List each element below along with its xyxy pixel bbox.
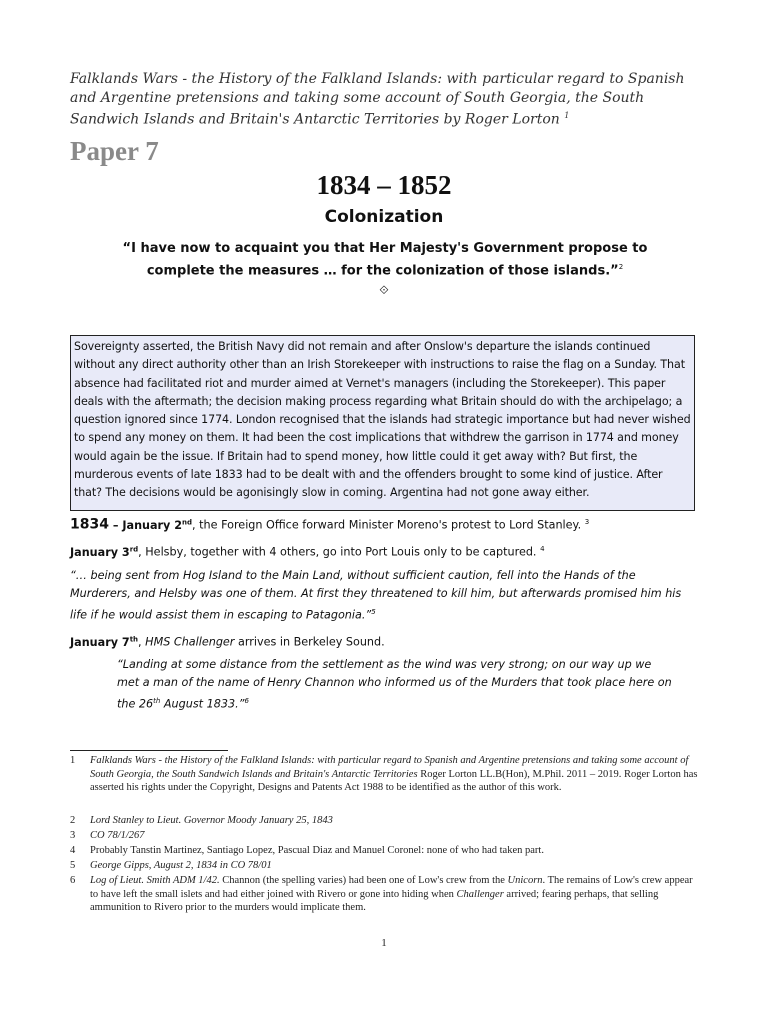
footnote-text [90,859,698,873]
footnote-text [90,814,698,828]
date-suffix: th [153,697,161,706]
summary-box: Sovereignty asserted, the British Navy did not remain and after Onslow's departure the islands continued without any direct authority other than an Irish Storekeeper with instructions to raise the flag on a Sunday. That absence had facilitated riot and murder aimed at Vernet's managers (including the Storekeeper). This paper deals with the aftermath; the decision making process regarding what Britain should do with the archipelago; a question ignored since 1774. London recognised that the islands had strategic importance but had never wished to spend any money on them. It had been the cost implications that withdrew the garrison in 1774 and money would again be the issue. If Britain had to spend money, how little could it get away with? But first, the murderous events of late 1833 had to be dealt with and the offenders brought to some kind of justice. After that? The decisions would be agonisingly slow in coming. Argentina had not gone away either. [70,335,695,511]
quote-end: August 1833.” [160,698,245,712]
footnote-separator [70,750,228,751]
entry-january-3 [70,540,695,562]
footnote-number: 1 [70,755,76,766]
footnote-body: arrived; fearing perhaps, that selling ammunition to Rivero prior to the murders would implicate them. [90,888,659,913]
footnote-body: Channon (the spelling varies) had been one of Low's crew from the [219,875,508,886]
entry-january-7: January 7th, HMS Challenger arrives in Berkeley Sound. [70,635,385,649]
ship-name: Challenger [456,888,504,900]
ship-name: HMS Challenger [145,635,235,649]
footnote-ref-3[interactable]: 3 [584,518,590,526]
footnote-text [90,874,698,915]
footnote-ref-6[interactable]: 6 [244,697,249,706]
header-footnote-ref[interactable]: 1 [564,111,570,120]
footnote-number: 4 [70,845,76,856]
footnote-text [90,829,698,843]
chapter-subtitle: Colonization [324,207,444,227]
footnote-text [90,754,698,795]
footnote-6 [70,874,698,915]
period-title: 1834 – 1852 [316,170,452,200]
epigraph-quote [100,239,670,280]
footnote-number: 2 [70,815,76,826]
footnote-3 [70,829,698,843]
running-header [70,70,710,129]
footnote-ref-5[interactable]: 5 [371,608,376,617]
entry-text: arrives in Berkeley Sound. [234,635,385,649]
page-number: 1 [381,937,387,949]
quote-text: “Landing at some distance from the settlement as the wind was very strong; on our way up we met a man of the name of Henry Channon who informed us of the Murders that took place here on the 26 [117,658,672,712]
footnote-source: Log of Lieut. Smith ADM 1/42. [90,875,220,886]
year-heading: 1834 [70,516,109,533]
quote-helsby [70,567,695,625]
footnote-ref-4[interactable]: 4 [540,545,545,553]
entry-text: , the Foreign Office forward Minister Moreno's protest to Lord Stanley. [192,518,582,532]
epigraph-footnote-ref[interactable]: 2 [618,263,624,271]
footnote-text: Probably Tanstin Martinez, Santiago Lopez, Pascual Diaz and Manuel Coronel: none of who had taken part. [90,845,544,856]
footnote-body: George Gipps, August 2, 1834 in CO 78/01 [90,860,272,871]
divider-ornament: ⟐ [379,283,389,297]
footnote-1 [70,754,698,795]
footnote-body: Lord Stanley to Lieut. Governor Moody January 25, 1843 [90,815,333,826]
entry-date-text: January 3 [70,545,130,559]
footnote-number: 3 [70,830,76,841]
date-suffix: th [129,635,139,643]
epigraph-text: “I have now to acquaint you that Her Majesty's Government propose to complete the measures … for the colonization of those islands.” [122,241,648,279]
quote-text: “… being sent from Hog Island to the Main Land, without sufficient caution, fell into the Hands of the Murderers, and Helsby was one of them. At first they threatened to kill him, but afterwards promised him his life if he would assist them in escaping to Patagonia.” [70,569,682,623]
header-text: Falklands Wars - the History of the Falkland Islands: with particular regard to Spanish and Argentine pretensions and taking some account of South Georgia, the South Sandwich Islands and Britain's Antarctic Territories by Roger Lorton [70,71,685,128]
quote-landing [117,656,677,714]
entry-text: , Helsby, together with 4 others, go into Port Louis only to be captured. [138,545,537,559]
footnote-body: Roger Lorton LL.B(Hon), M.Phil. 2011 – 2019. Roger Lorton has asserted his rights under the Copyright, Designs and Patents Act 1988 to be identified as the author of this work. [90,768,698,793]
entry-date-text: January 7 [70,635,130,649]
footnote-body: CO 78/1/267 [90,830,145,841]
footnote-title: Falklands Wars - the History of the Falkland Islands: with particular regard to Spanish and Argentine pretensions and taking some account of South Georgia, the South Sandwich Islands and Britain's Antarctic Territories [90,755,689,780]
entry-date [109,519,192,532]
entry-date-text: – January 2 [108,518,183,532]
paper-label: Paper 7 [70,136,159,166]
ship-name: Unicorn [507,875,543,886]
footnote-body: . The remains of Low's crew appear to have left the small islets and had either joined with Rivero or gone into hiding when [90,875,693,900]
entry-1834-january-2 [70,513,695,535]
footnote-4 [70,844,698,858]
entry-date [70,636,138,649]
footnote-2 [70,814,698,828]
footnote-number: 5 [70,860,76,871]
footnote-5 [70,859,698,873]
footnote-number: 6 [70,875,76,886]
date-suffix: rd [129,545,139,553]
entry-date [70,546,138,559]
date-suffix: nd [182,518,193,526]
